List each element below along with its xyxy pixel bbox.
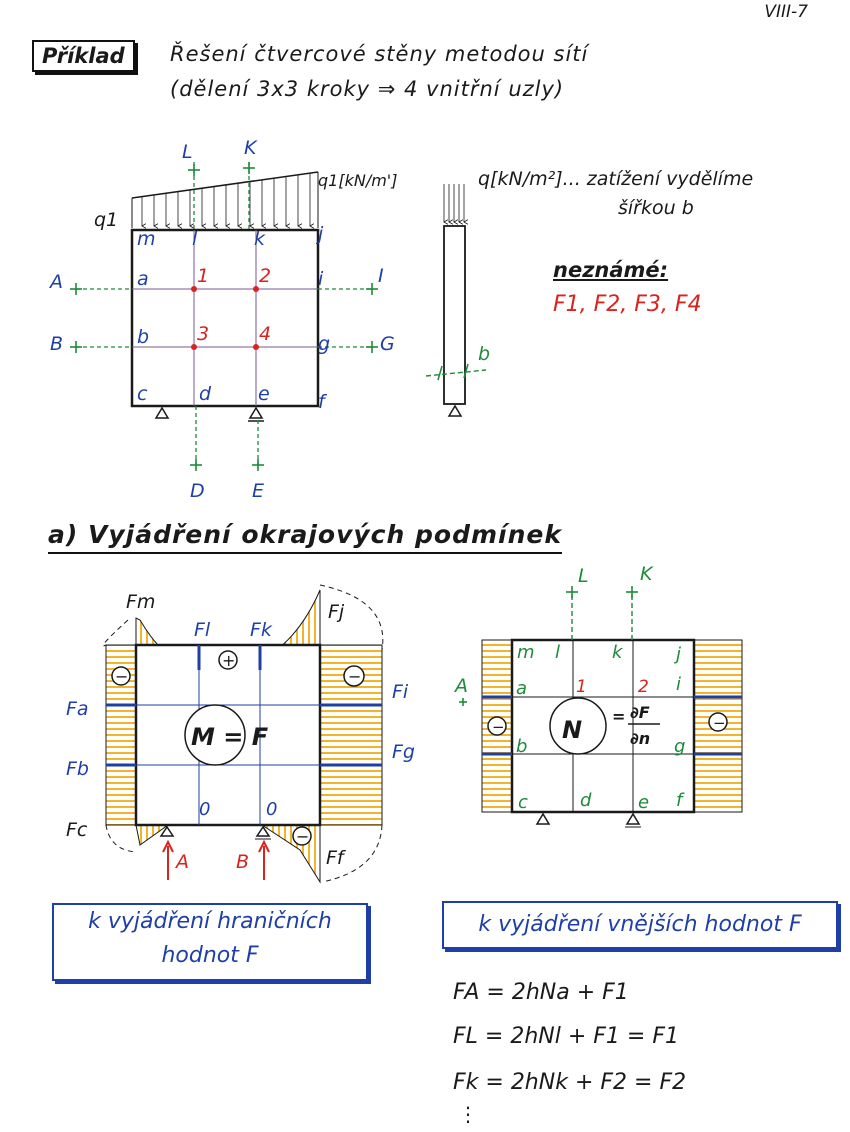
distributed-load <box>132 172 318 228</box>
svg-text:g: g <box>674 736 686 757</box>
svg-text:Fm: Fm <box>126 591 156 613</box>
svg-text:B: B <box>50 333 64 355</box>
title-line-2: (dělení 3x3 kroky ⇒ 4 vnitřní uzly) <box>170 77 565 101</box>
svg-text:E: E <box>252 480 265 502</box>
svg-text:I: I <box>378 265 384 287</box>
example-label: Příklad <box>32 40 135 72</box>
section-a-title: a) Vyjádření okrajových podmínek <box>48 520 562 554</box>
svg-text:Fa: Fa <box>66 698 89 720</box>
svg-text:Fi: Fi <box>392 681 409 703</box>
svg-text:−: − <box>348 667 362 686</box>
svg-text:i: i <box>318 268 324 290</box>
svg-text:j: j <box>318 223 324 245</box>
svg-text:l: l <box>192 228 198 250</box>
title-line-1: Řešení čtvercové stěny metodou sítí <box>170 42 589 66</box>
svg-text:k: k <box>612 642 623 663</box>
svg-text:Fl: Fl <box>194 619 211 641</box>
q1-right-label: q1[kN/m'] <box>318 171 398 190</box>
svg-text:N: N <box>562 716 583 744</box>
svg-text:0: 0 <box>199 799 211 820</box>
svg-text:4: 4 <box>259 323 272 345</box>
unknowns-title: neznámé: <box>553 258 669 282</box>
svg-text:Fg: Fg <box>392 741 415 763</box>
svg-text:K: K <box>244 137 257 159</box>
svg-text:a: a <box>137 268 149 290</box>
svg-text:−: − <box>713 714 726 732</box>
svg-text:c: c <box>137 383 148 405</box>
wall-square <box>132 230 318 406</box>
svg-text:f: f <box>318 391 325 413</box>
svg-text:g: g <box>318 333 331 355</box>
svg-text:k: k <box>254 228 266 250</box>
svg-text:A: A <box>176 851 189 873</box>
svg-text:L: L <box>182 141 193 163</box>
svg-text:A: A <box>455 675 468 697</box>
svg-text:Ff: Ff <box>326 847 344 869</box>
load-note-line-2: šířkou b <box>618 197 694 219</box>
equation-3: Fk = 2hNk + F2 = F2 <box>453 1070 687 1095</box>
svg-text:G: G <box>380 333 395 355</box>
svg-text:Fb: Fb <box>66 758 89 780</box>
equation-2: FL = 2hNl + F1 = F1 <box>453 1024 679 1049</box>
q1-left-label: q1 <box>94 209 119 231</box>
svg-text:=: = <box>612 707 626 726</box>
supports-top <box>156 408 264 421</box>
svg-text:K: K <box>640 563 653 585</box>
top-figure-labels <box>48 137 397 502</box>
page-number: VIII-7 <box>764 2 808 22</box>
svg-text:Fj: Fj <box>328 601 345 623</box>
svg-text:i: i <box>676 674 682 695</box>
svg-text:2: 2 <box>259 265 272 287</box>
svg-text:0: 0 <box>266 799 278 820</box>
svg-text:A: A <box>50 271 63 293</box>
svg-text:1: 1 <box>197 265 210 287</box>
svg-text:l: l <box>555 642 561 663</box>
note-boundary-values <box>52 903 368 981</box>
svg-text:−: − <box>492 718 505 736</box>
side-view-wall <box>426 184 490 416</box>
normal-derivative-figure <box>459 586 742 827</box>
svg-text:m: m <box>137 228 156 250</box>
svg-text:Fc: Fc <box>66 819 88 841</box>
svg-text:Fk: Fk <box>250 619 272 641</box>
svg-text:3: 3 <box>197 323 210 345</box>
unknowns-list: F1, F2, F3, F4 <box>553 292 702 317</box>
svg-text:∂n: ∂n <box>630 729 651 748</box>
svg-text:2: 2 <box>638 677 649 697</box>
moment-center-label: M = F <box>191 723 269 751</box>
note-external-values: k vyjádření vnějších hodnot F <box>442 901 838 949</box>
note-left-line-1: k vyjádření hraničních <box>88 909 332 934</box>
svg-text:−: − <box>296 827 310 846</box>
svg-text:L: L <box>578 565 589 587</box>
svg-text:D: D <box>190 480 205 502</box>
note-left-line-2: hodnot F <box>161 943 259 968</box>
svg-text:j: j <box>676 644 682 665</box>
width-b-label: b <box>478 343 491 365</box>
svg-text:∂F: ∂F <box>630 703 650 722</box>
svg-text:+: + <box>222 651 236 670</box>
equation-1: FA = 2hNa + F1 <box>453 980 629 1005</box>
svg-text:m: m <box>517 642 535 663</box>
svg-text:b: b <box>137 326 150 348</box>
svg-text:e: e <box>638 792 650 813</box>
svg-text:d: d <box>199 383 212 405</box>
svg-text:c: c <box>518 792 528 813</box>
svg-text:−: − <box>115 667 129 686</box>
equation-continuation: ⋮ <box>458 1102 478 1126</box>
external-node-lines <box>76 162 372 465</box>
svg-text:a: a <box>516 678 528 699</box>
svg-text:d: d <box>580 790 592 811</box>
svg-text:f: f <box>676 790 683 811</box>
svg-text:e: e <box>258 383 270 405</box>
load-note-line-1: q[kN/m²]... zatížení vydělíme <box>478 168 754 190</box>
svg-text:b: b <box>516 736 528 757</box>
svg-text:B: B <box>236 851 250 873</box>
svg-text:1: 1 <box>576 677 587 697</box>
